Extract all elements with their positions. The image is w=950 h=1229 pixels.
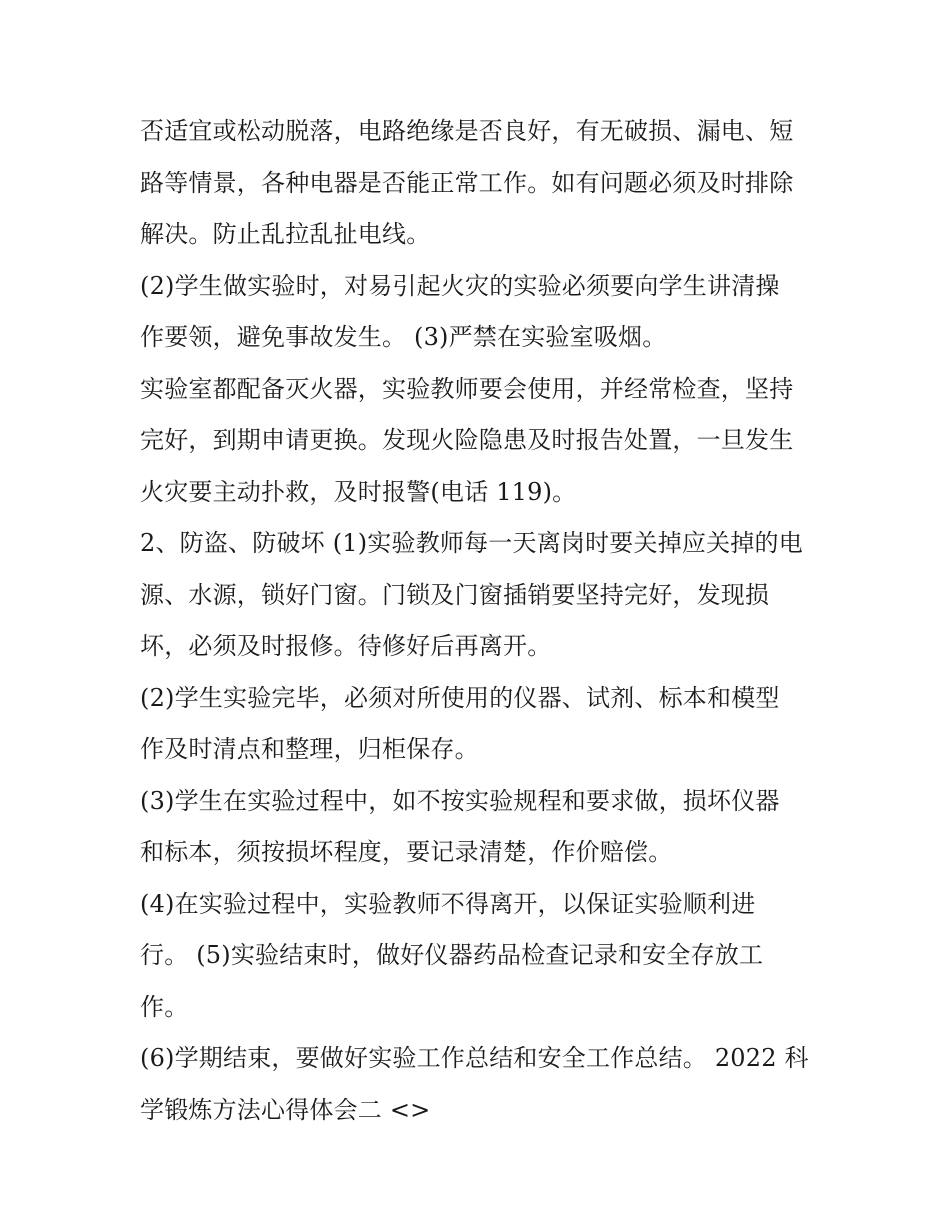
text-line: 路等情景，各种电器是否能正常工作。如有问题必须及时排除 (140, 168, 794, 197)
text-line: 作要领，避免事故发生。 (3)严禁在实验室吸烟。 (140, 323, 667, 351)
text-line: (2)学生做实验时，对易引起火灾的实验必须要向学生讲清操 (140, 271, 780, 300)
text-line: 和标本，须按损坏程度，要记录清楚，作价赔偿。 (140, 838, 673, 866)
text-line: 否适宜或松动脱落，电路绝缘是否良好，有无破损、漏电、短 (140, 117, 794, 145)
text-line: 火灾要主动扑救，及时报警(电话 119)。 (140, 477, 577, 506)
text-line: (3)学生在实验过程中，如不按实验规程和要求做，损坏仪器 (140, 786, 780, 815)
text-line: 作。 (140, 992, 189, 1021)
text-line: (2)学生实验完毕，必须对所使用的仪器、试剂、标本和模型 (140, 683, 780, 712)
text-line: 解决。防止乱拉乱扯电线。 (140, 220, 431, 248)
text-line: 实验室都配备灭火器，实验教师要会使用，并经常检查，坚持 (140, 374, 794, 403)
text-line: 学锻炼方法心得体会二 <> (140, 1095, 431, 1124)
text-line: 完好，到期申请更换。发现火险隐患及时报告处置，一旦发生 (140, 426, 794, 454)
text-line: 作及时清点和整理，归柜保存。 (140, 735, 479, 763)
document-body (140, 106, 820, 1136)
text-line: (6)学期结束，要做好实验工作总结和安全工作总结。 2022 科 (140, 1044, 809, 1072)
text-line: (4)在实验过程中，实验教师不得离开，以保证实验顺利进 (140, 889, 756, 918)
text-line: 2、防盗、防破坏 (1)实验教师每一天离岗时要关掉应关掉的电 (140, 529, 803, 557)
text-line: 坏，必须及时报修。待修好后再离开。 (140, 632, 552, 660)
text-line: 源、水源，锁好门窗。门锁及门窗插销要坚持完好，发现损 (140, 580, 770, 609)
text-line: 行。 (5)实验结束时，做好仪器药品检查记录和安全存放工 (140, 941, 764, 969)
